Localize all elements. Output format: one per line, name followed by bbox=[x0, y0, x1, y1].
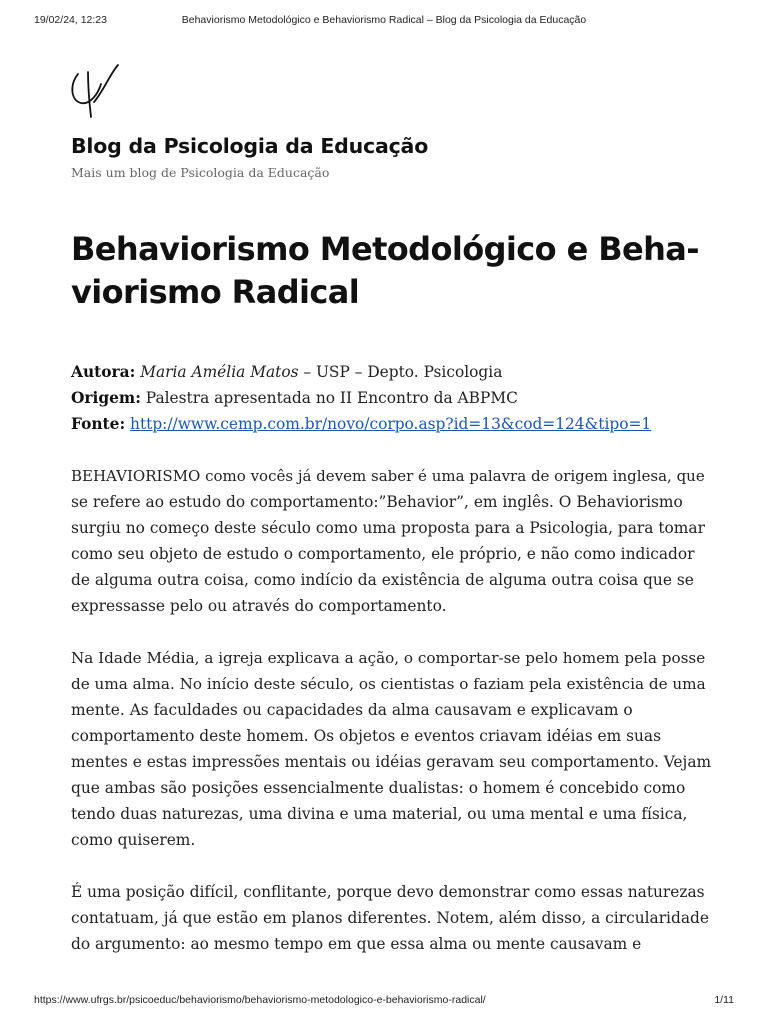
post-content bbox=[71, 359, 711, 983]
text-line: expressasse pelo ou através do comportamento. bbox=[71, 597, 447, 615]
site-description: Mais um blog de Psicologia da Educação bbox=[71, 165, 330, 180]
text-line: BEHAVIORISMO como vocês já devem saber é uma palavra de origem inglesa, que bbox=[71, 467, 705, 485]
author-affiliation: – USP – Depto. Psicologia bbox=[298, 363, 503, 381]
origin-value: Palestra apresentada no II Encontro da ABPMC bbox=[140, 389, 518, 407]
origin-label: Origem: bbox=[71, 389, 141, 407]
site-title[interactable]: Blog da Psicologia da Educação bbox=[71, 134, 429, 158]
author-name: Maria Amélia Matos bbox=[140, 363, 299, 381]
text-line: surgiu no começo deste século como uma proposta para a Psicologia, para tomar bbox=[71, 519, 705, 537]
page-number: 1/11 bbox=[714, 994, 734, 1006]
post-title bbox=[71, 228, 701, 314]
author-line bbox=[71, 359, 711, 385]
text-line: tendo duas naturezas, uma divina e uma material, ou uma mental e uma física, bbox=[71, 805, 688, 823]
text-line: de uma alma. No início deste século, os cientistas o faziam pela existência de uma bbox=[71, 675, 706, 693]
text-line: Na Idade Média, a igreja explicava a ação, o comportar-se pelo homem pela posse bbox=[71, 649, 706, 667]
source-line bbox=[71, 411, 711, 437]
text-line: como seu objeto de estudo o comportamento, ele próprio, e não como indicador bbox=[71, 545, 695, 563]
print-page-title: Behaviorismo Metodológico e Behaviorismo Radical – Blog da Psicologia da Educação bbox=[181, 14, 587, 26]
print-footer bbox=[34, 994, 734, 1010]
text-line: que ambas são posições essencialmente dualistas: o homem é concebido como bbox=[71, 779, 686, 797]
source-label: Fonte: bbox=[71, 415, 126, 433]
print-date: 19/02/24, 12:23 bbox=[34, 14, 107, 26]
origin-line bbox=[71, 385, 711, 411]
post-title-line: Behaviorismo Metodológico e Beha- bbox=[71, 230, 699, 268]
text-line: É uma posição difícil, conflitante, porque devo demonstrar como essas naturezas bbox=[71, 883, 705, 901]
paragraph-3 bbox=[71, 879, 711, 957]
text-line: se refere ao estudo do comportamento:”Behavior”, em inglês. O Behaviorismo bbox=[71, 493, 683, 511]
text-line: mente. As faculdades ou capacidades da alma causavam e explicavam o bbox=[71, 701, 633, 719]
print-header bbox=[34, 14, 734, 30]
text-line: mentes e estas impressões mentais ou idéias geravam seu comportamento. Vejam bbox=[71, 753, 712, 771]
text-line: de alguma outra coisa, como indício da existência de alguma outra coisa que se bbox=[71, 571, 694, 589]
paragraph-2 bbox=[71, 645, 711, 853]
paragraph-1 bbox=[71, 463, 711, 619]
post-meta bbox=[71, 359, 711, 437]
text-line: contatuam, já que estão em planos diferentes. Notem, além disso, a circularidade bbox=[71, 909, 709, 927]
print-url: https://www.ufrgs.br/psicoeduc/behaviorismo/behaviorismo-metodologico-e-behaviorismo-radical/ bbox=[34, 994, 486, 1006]
author-label: Autora: bbox=[71, 363, 136, 381]
post-title-line: viorismo Radical bbox=[71, 273, 360, 311]
psi-icon[interactable] bbox=[68, 62, 124, 126]
source-link[interactable]: http://www.cemp.com.br/novo/corpo.asp?id=13&cod=124&tipo=1 bbox=[130, 415, 652, 433]
text-line: comportamento deste homem. Os objetos e eventos criavam idéias em suas bbox=[71, 727, 661, 745]
text-line: do argumento: ao mesmo tempo em que essa alma ou mente causavam e bbox=[71, 935, 642, 953]
text-line: como quiserem. bbox=[71, 831, 196, 849]
